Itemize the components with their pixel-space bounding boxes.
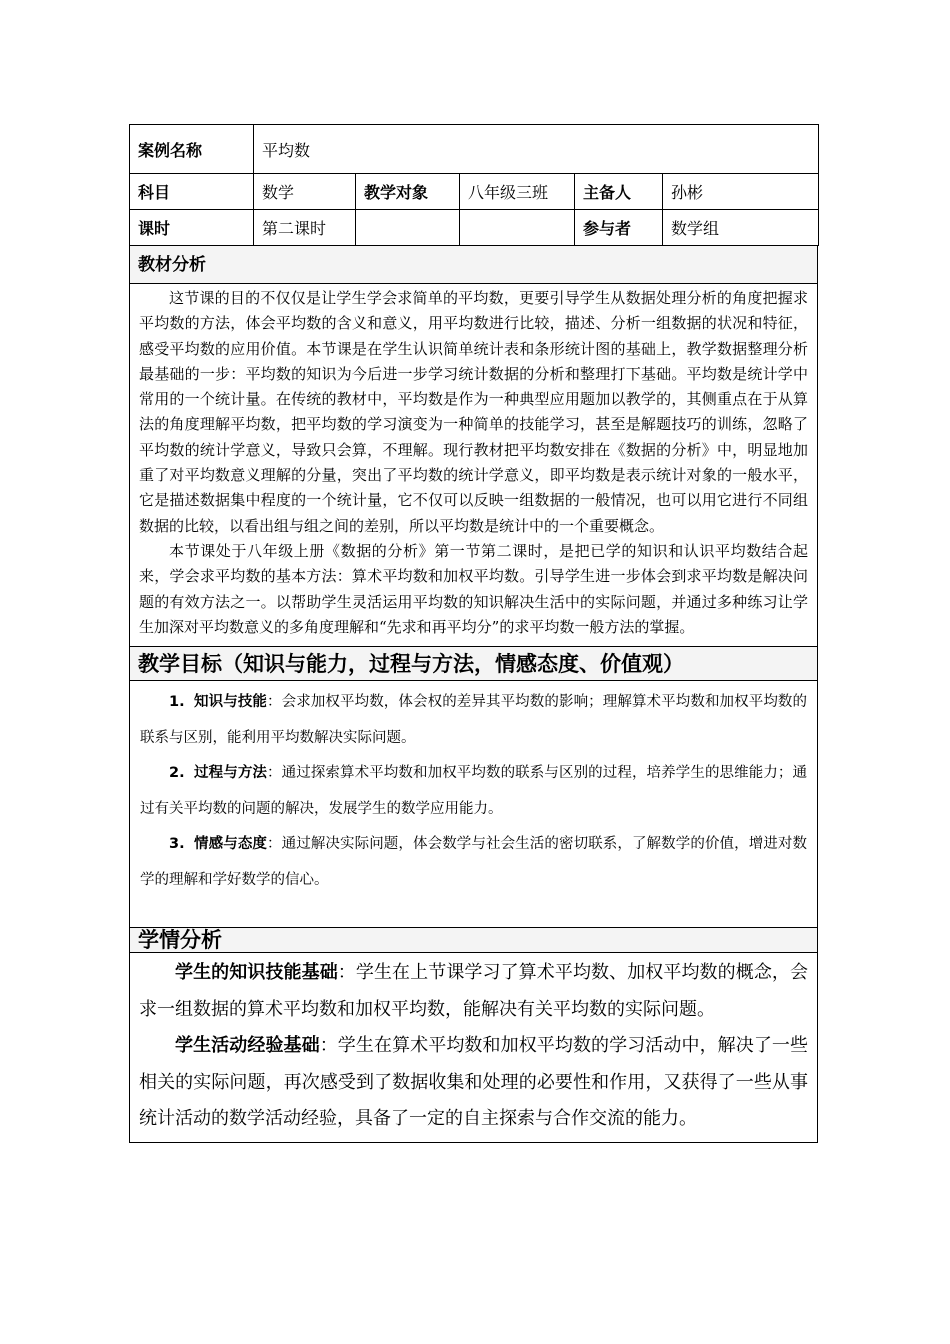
analysis-paragraph: 这节课的目的不仅仅是让学生学会求简单的平均数，更要引导学生从数据处理分析的角度把握求平均数的方法，体会平均数的含义和意义，用平均数进行比较，描述、分析一组数据的状况和特征，感受平均数的应用价值。本节课是在学生认识简单统计表和条形统计图的基础上，教学数据整理分析最基础的一步：平均数的知识为今后进一步学习统计数据的分析和整理打下基础。平均数是统计学中常用的一个统计量。在传统的教材中，平均数是作为一种典型应用题加以教学的，其侧重点在于从算法的角度理解平均数，把平均数的学习演变为一种简单的技能学习，甚至是解题技巧的训练，忽略了平均数的统计学意义，导致只会算，不理解。现行教材把平均数安排在《数据的分析》中，明显地加重了对平均数意义理解的分量，突出了平均数的统计学意义，即平均数是表示统计对象的一般水平，它是描述数据集中程度的一个统计量，它不仅可以反映一组数据的一般情况，也可以用它进行不同组数据的比较，以看出组与组之间的差别，所以平均数是统计中的一个重要概念。 bbox=[139, 289, 808, 535]
student-analysis-item bbox=[139, 1028, 808, 1138]
analysis-paragraph: 本节课处于八年级上册《数据的分析》第一节第二课时，是把已学的知识和认识平均数结合起来，学会求平均数的基本方法：算术平均数和加权平均数。引导学生进一步体会到求平均数是解决问题的有效方法之一。以帮助学生灵活运用平均数的知识解决生活中的实际问题，并通过多种练习让学生加深对平均数意义的多角度理解和“先求和再平均分”的求平均数一般方法的掌握。 bbox=[139, 541, 808, 636]
objective-item bbox=[140, 685, 807, 756]
objective-number: 1. bbox=[169, 694, 185, 711]
case-name-label: 案例名称 bbox=[130, 125, 254, 174]
objective-text: ：通过探索算术平均数和加权平均数的联系与区别的过程，培养学生的思维能力；通过有关平均数的问题的解决，发展学生的数学应用能力。 bbox=[140, 765, 808, 817]
period-value: 第二课时 bbox=[254, 210, 356, 246]
subject-value: 数学 bbox=[254, 174, 356, 210]
objective-number: 2. bbox=[169, 765, 185, 782]
header-table bbox=[129, 124, 819, 246]
objective-number: 3. bbox=[169, 836, 185, 853]
subject-row bbox=[130, 174, 819, 210]
student-analysis-heading: 学生的知识技能基础 bbox=[175, 962, 338, 984]
objectives-title: 教学目标（知识与能力，过程与方法，情感态度、价值观） bbox=[130, 647, 817, 681]
empty-cell bbox=[460, 210, 575, 246]
objective-text: ：通过解决实际问题，体会数学与社会生活的密切联系，了解数学的价值，增进对数学的理解和学好数学的信心。 bbox=[140, 836, 808, 888]
objective-heading: 情感与态度 bbox=[194, 836, 268, 853]
student-analysis-text: ：学生在算术平均数和加权平均数的学习活动中，解决了一些相关的实际问题，再次感受到了数据收集和处理的必要性和作用，又获得了一些从事统计活动的数学活动经验，具备了一定的自主探索与合作交流的能力。 bbox=[139, 1035, 809, 1130]
objective-item bbox=[140, 756, 807, 827]
lesson-plan-document bbox=[129, 124, 818, 1143]
case-name-row bbox=[130, 125, 819, 174]
student-analysis-section bbox=[129, 928, 818, 1143]
material-analysis-title: 教材分析 bbox=[130, 246, 817, 284]
preparer-label: 主备人 bbox=[575, 174, 663, 210]
objective-heading: 知识与技能 bbox=[194, 694, 268, 711]
preparer-value: 孙彬 bbox=[663, 174, 819, 210]
student-analysis-text: ：学生在上节课学习了算术平均数、加权平均数的概念，会求一组数据的算术平均数和加权平均数，能解决有关平均数的实际问题。 bbox=[139, 962, 809, 1020]
objective-text: ：会求加权平均数，体会权的差异其平均数的影响；理解算术平均数和加权平均数的联系与区别，能利用平均数解决实际问题。 bbox=[140, 694, 808, 746]
student-analysis-item bbox=[139, 955, 808, 1028]
material-analysis-body bbox=[130, 284, 817, 646]
objective-item bbox=[140, 827, 807, 898]
audience-label: 教学对象 bbox=[356, 174, 460, 210]
student-analysis-title: 学情分析 bbox=[130, 928, 817, 953]
student-analysis-body bbox=[130, 953, 817, 1142]
empty-cell bbox=[356, 210, 460, 246]
case-name-value: 平均数 bbox=[254, 125, 819, 174]
period-label: 课时 bbox=[130, 210, 254, 246]
objectives-section bbox=[129, 647, 818, 928]
audience-value: 八年级三班 bbox=[460, 174, 575, 210]
participants-value: 数学组 bbox=[663, 210, 819, 246]
period-row bbox=[130, 210, 819, 246]
material-analysis-section bbox=[129, 246, 818, 647]
subject-label: 科目 bbox=[130, 174, 254, 210]
participants-label: 参与者 bbox=[575, 210, 663, 246]
objectives-body bbox=[130, 681, 817, 927]
objective-heading: 过程与方法 bbox=[194, 765, 268, 782]
student-analysis-heading: 学生活动经验基础 bbox=[175, 1035, 320, 1057]
